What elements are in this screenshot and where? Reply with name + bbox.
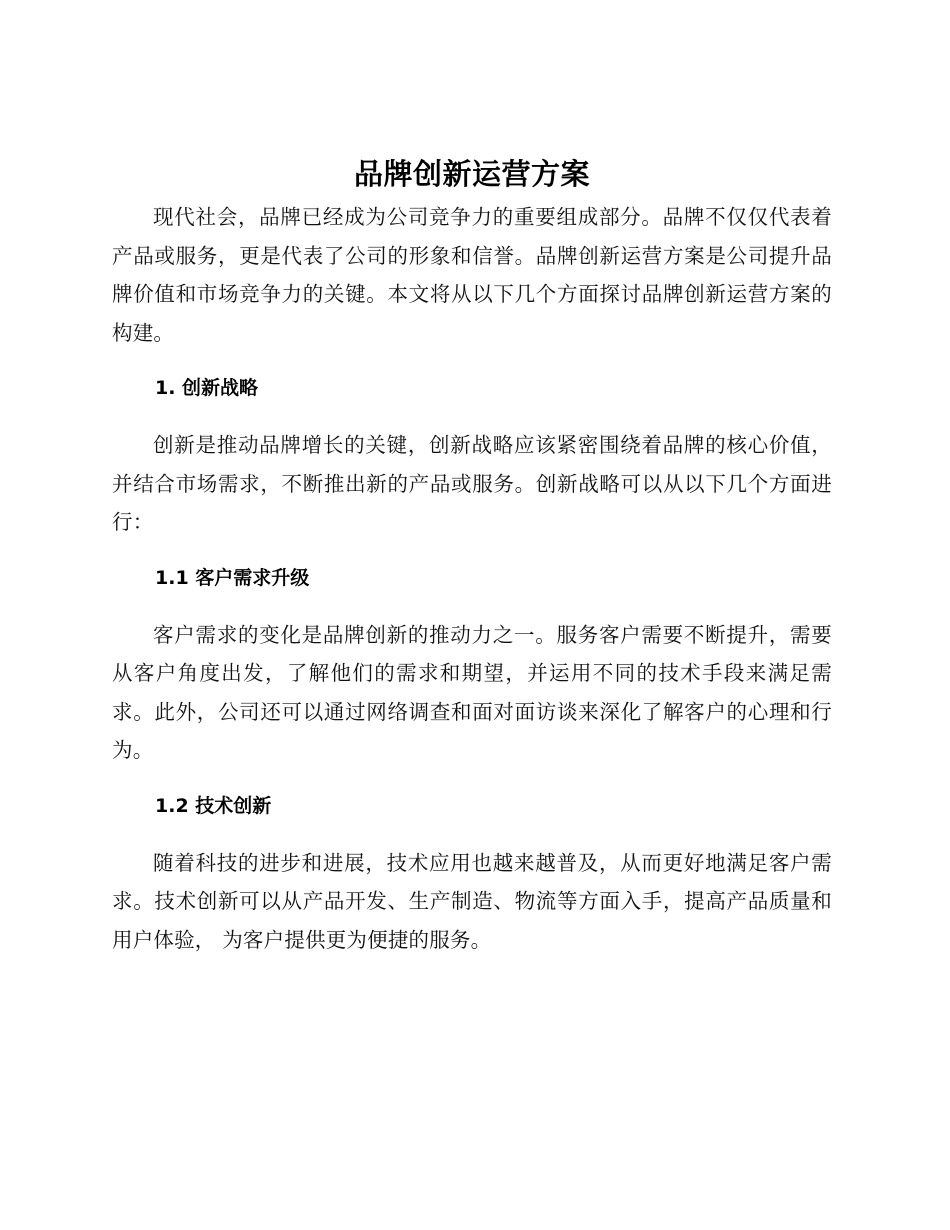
- document-title: 品牌创新运营方案: [353, 157, 590, 191]
- intro-paragraph: 现代社会，品牌已经成为公司竞争力的重要组成部分。品牌不仅仅代表着产品或服务，更是代表了公司的形象和信誉。品牌创新运营方案是公司提升品牌价值和市场竞争力的关键。本文将从以下几个方面探讨品牌创新运营方案的构建。: [112, 205, 832, 345]
- spacer: [112, 352, 832, 372]
- spacer: [112, 594, 832, 616]
- section-paragraph-tech-innovation: 随着科技的进步和进展，技术应用也越来越普及，从而更好地满足客户需求。技术创新可以从产品开发、生产制造、物流等方面入手，提高产品质量和用户体验， 为客户提供更为便捷的服务。: [112, 850, 832, 952]
- section-heading-innovation-strategy: 1. 创新战略: [155, 377, 259, 399]
- section-paragraph-innovation-strategy: 创新是推动品牌增长的关键，创新战略应该紧密围绕着品牌的核心价值，并结合市场需求，不断推出新的产品或服务。创新战略可以从以下几个方面进行：: [112, 433, 832, 534]
- section-heading-customer-needs: 1.1 客户需求升级: [155, 566, 310, 589]
- section-paragraph-customer-needs: 客户需求的变化是品牌创新的推动力之一。服务客户需要不断提升，需要从客户角度出发，了解他们的需求和期望，并运用不同的技术手段来满足需求。此外，公司还可以通过网络调查和面对面访谈来深化了解客户的心理和行为。: [112, 622, 832, 762]
- document-content: [112, 150, 832, 959]
- spacer: [112, 822, 832, 844]
- spacer: [112, 770, 832, 790]
- section-heading-tech-innovation: 1.2 技术创新: [155, 794, 272, 817]
- spacer: [112, 542, 832, 562]
- spacer: [112, 404, 832, 426]
